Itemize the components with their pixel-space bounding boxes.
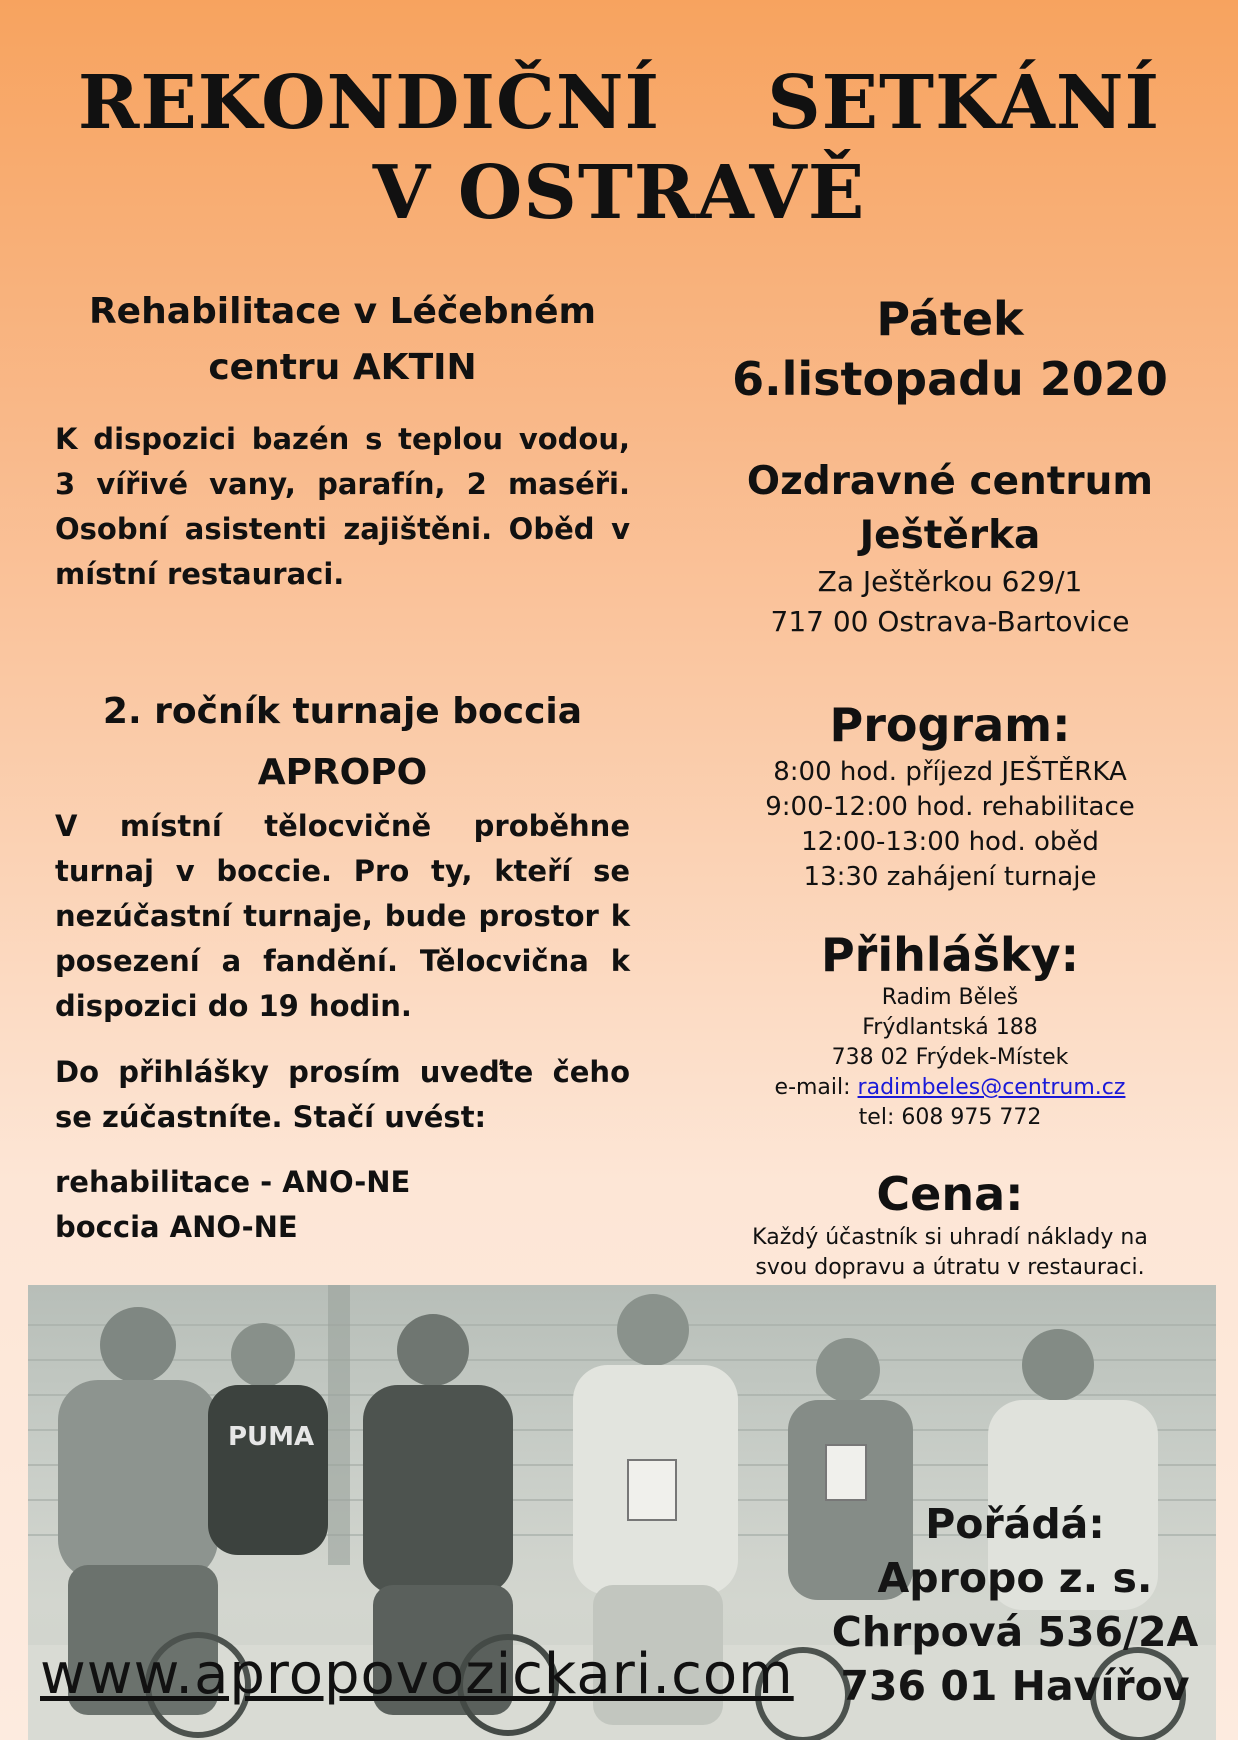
poster-title-line-1: REKONDIČNÍ SETKÁNÍ <box>77 60 1161 146</box>
boccia-heading-1: 2. ročník turnaje boccia <box>102 691 583 732</box>
email-link[interactable]: radimbeles@centrum.cz <box>857 1075 1126 1100</box>
venue-name-1: Ozdravné centrum <box>746 459 1154 504</box>
signup-street: Frýdlantská 188 <box>862 1015 1038 1040</box>
signup-phone: tel: 608 975 772 <box>858 1105 1042 1130</box>
organizer-street: Chrpová 536/2A <box>831 1608 1199 1656</box>
boccia-text: V místní tělocvičně proběhne turnaj v boccie. Pro ty, kteří se nezúčastní turnaje, bude prostor k posezení a fandění. Tělocvična k dispozici do 19 hodin. <box>55 809 630 1023</box>
program-heading: Program: <box>829 698 1071 752</box>
program-item: 13:30 zahájení turnaje <box>803 862 1097 892</box>
signup-email-line <box>700 1073 1200 1103</box>
date-full: 6.listopadu 2020 <box>732 352 1168 406</box>
organizer-heading: Pořádá: <box>925 1500 1105 1548</box>
date-day: Pátek <box>876 292 1024 346</box>
photo-shirt-text: PUMA <box>228 1422 315 1452</box>
signup-city: 738 02 Frýdek-Místek <box>831 1045 1069 1070</box>
boccia-heading-2: APROPO <box>257 752 428 793</box>
email-label: e-mail: <box>774 1075 858 1100</box>
price-line-1: Každý účastník si uhradí náklady na <box>752 1225 1148 1250</box>
organizer-city: 736 01 Havířov <box>840 1662 1190 1710</box>
option-rehabilitation: rehabilitace - ANO-NE <box>55 1165 411 1199</box>
website-link[interactable]: www.apropovozickari.com <box>40 1642 794 1707</box>
price-heading: Cena: <box>876 1167 1024 1221</box>
venue-street: Za Ještěrkou 629/1 <box>817 565 1083 598</box>
option-boccia: boccia ANO-NE <box>55 1210 298 1244</box>
organizer-name: Apropo z. s. <box>877 1554 1153 1602</box>
rehab-text: K dispozici bazén s teplou vodou, 3 vířivé vany, parafín, 2 maséři. Osobní asistenti zajištěni. Oběd v místní restauraci. <box>55 422 630 591</box>
venue-city: 717 00 Ostrava-Bartovice <box>770 605 1130 638</box>
rehab-heading-1: Rehabilitace v Léčebném <box>88 291 597 332</box>
signup-name: Radim Běleš <box>881 985 1019 1010</box>
program-item: 9:00-12:00 hod. rehabilitace <box>765 792 1135 822</box>
venue-name-2: Ještěrka <box>859 513 1041 558</box>
signup-heading: Přihlášky: <box>820 928 1080 982</box>
program-item: 12:00-13:00 hod. oběd <box>801 827 1099 857</box>
price-line-2: svou dopravu a útratu v restauraci. <box>755 1255 1145 1280</box>
rehab-heading-2: centru AKTIN <box>208 347 477 388</box>
program-item: 8:00 hod. příjezd JEŠTĚRKA <box>773 757 1127 787</box>
poster-title-line-2: V OSTRAVĚ <box>372 150 866 236</box>
signup-note: Do přihlášky prosím uveďte čeho se zúčastníte. Stačí uvést: <box>55 1055 630 1134</box>
